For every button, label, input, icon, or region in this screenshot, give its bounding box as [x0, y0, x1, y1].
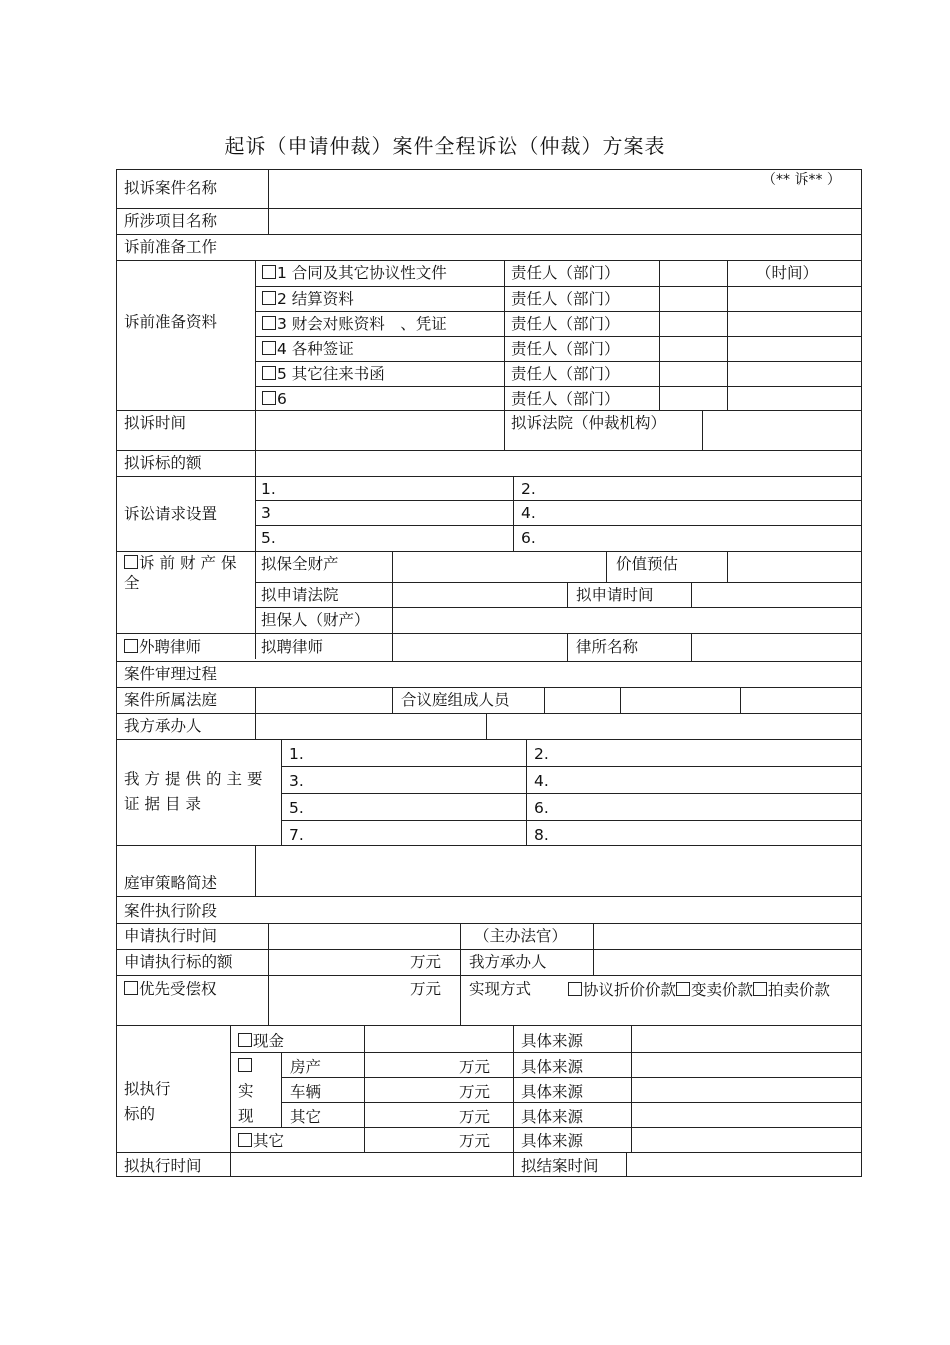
physical-option[interactable] — [238, 1056, 253, 1076]
asset-vehicle-unit: 万元 — [459, 1083, 491, 1101]
table-rule — [230, 1025, 231, 1177]
prep-item-3[interactable]: 3 财会对账资料 、凭证 — [262, 314, 447, 334]
claim-1: 1. — [261, 480, 276, 498]
table-rule — [504, 410, 505, 450]
table-rule — [727, 551, 728, 582]
handler-label: 我方承办人 — [124, 717, 202, 735]
table-rule — [392, 551, 393, 633]
table-rule — [116, 687, 862, 688]
asset-other-unit: 万元 — [459, 1108, 491, 1126]
table-rule — [116, 923, 862, 924]
table-rule — [281, 1077, 862, 1078]
table-rule — [255, 500, 862, 501]
table-rule — [281, 766, 862, 767]
evidence-6: 6. — [534, 799, 549, 817]
table-rule — [281, 1052, 282, 1127]
checkbox[interactable] — [262, 391, 276, 405]
table-rule — [526, 739, 527, 845]
claim-3: 3 — [261, 504, 271, 522]
claim-5: 5. — [261, 529, 276, 547]
priority-label[interactable]: 优先受偿权 — [124, 979, 217, 999]
table-rule — [116, 234, 862, 235]
method-label: 实现方式 — [469, 980, 532, 998]
table-rule — [255, 260, 256, 410]
physical-char-2: 现 — [238, 1107, 254, 1125]
table-rule — [255, 525, 862, 526]
priority-unit: 万元 — [410, 980, 442, 998]
prep-item-4-resp: 责任人（部门） — [511, 340, 620, 358]
section-prep: 诉前准备工作 — [124, 238, 218, 256]
table-rule — [255, 607, 862, 608]
hire-lawyer-label: 拟聘律师 — [261, 638, 324, 656]
preservation-label[interactable]: 诉前财产保全 — [124, 554, 242, 592]
prep-item-6-resp: 责任人（部门） — [511, 390, 620, 408]
panel-label: 合议庭组成人员 — [401, 691, 510, 709]
asset-house: 房产 — [290, 1058, 322, 1076]
asset-other: 其它 — [290, 1108, 322, 1126]
checkbox[interactable] — [262, 341, 276, 355]
prep-item-1[interactable]: 1 合同及其它协议性文件 — [262, 263, 447, 283]
table-rule — [255, 361, 862, 362]
filing-court-label: 拟诉法院（仲裁机构） — [511, 414, 667, 432]
tribunal-label: 案件所属法庭 — [124, 691, 218, 709]
table-rule — [116, 1176, 862, 1177]
table-rule — [567, 582, 568, 607]
plan-table — [116, 169, 862, 1177]
prep-item-5-resp: 责任人（部门） — [511, 365, 620, 383]
asset-house-unit: 万元 — [459, 1058, 491, 1076]
other-option[interactable]: 其它 — [238, 1131, 284, 1151]
preserve-time-label: 拟申请时间 — [576, 586, 654, 604]
asset-house-source: 具体来源 — [521, 1058, 584, 1076]
table-rule — [513, 1025, 514, 1177]
table-rule — [255, 845, 256, 896]
exec-target-label-2: 标的 — [124, 1105, 156, 1123]
table-rule — [691, 633, 692, 661]
table-rule — [116, 476, 862, 477]
table-rule — [281, 793, 862, 794]
table-rule — [116, 713, 862, 714]
checkbox[interactable] — [262, 291, 276, 305]
checkbox[interactable] — [124, 981, 138, 995]
table-rule — [620, 687, 621, 713]
table-rule — [116, 260, 862, 261]
project-name-label: 所涉项目名称 — [124, 212, 218, 230]
table-rule — [691, 582, 692, 607]
table-rule — [392, 687, 393, 713]
evidence-8: 8. — [534, 826, 549, 844]
table-rule — [606, 551, 607, 582]
table-rule — [281, 820, 862, 821]
prep-materials-label: 诉前准备资料 — [124, 313, 218, 331]
asset-other-source: 具体来源 — [521, 1108, 584, 1126]
checkbox[interactable] — [262, 316, 276, 330]
table-rule — [116, 975, 862, 976]
asset-vehicle: 车辆 — [290, 1083, 322, 1101]
evidence-7: 7. — [289, 826, 304, 844]
table-rule — [626, 1152, 627, 1177]
table-rule — [116, 633, 862, 634]
table-rule — [593, 923, 594, 975]
table-rule — [255, 386, 862, 387]
table-rule — [364, 1025, 365, 1152]
methods-options[interactable]: 协议折价价款 变卖价款 拍卖价款 — [568, 979, 858, 1002]
law-firm-label: 律所名称 — [576, 638, 639, 656]
table-rule — [567, 633, 568, 661]
prep-item-2-resp: 责任人（部门） — [511, 290, 620, 308]
other-source: 具体来源 — [521, 1132, 584, 1150]
prep-item-4[interactable]: 4 各种签证 — [262, 339, 354, 359]
table-rule — [116, 896, 862, 897]
table-rule — [116, 1025, 862, 1026]
table-rule — [702, 410, 703, 450]
table-rule — [255, 336, 862, 337]
checkbox[interactable] — [262, 265, 276, 279]
prep-item-5[interactable]: 5 其它往来书函 — [262, 364, 385, 384]
table-rule — [631, 1025, 632, 1152]
table-rule — [116, 551, 862, 552]
table-rule — [727, 260, 728, 410]
table-rule — [116, 208, 862, 209]
table-rule — [281, 739, 282, 845]
claim-amount-label: 拟诉标的额 — [124, 454, 202, 472]
checkbox[interactable] — [568, 982, 582, 996]
evidence-label: 我方提供的主要证据目录 — [124, 770, 268, 813]
table-rule — [740, 687, 741, 713]
table-rule — [255, 410, 256, 476]
prep-item-3-resp: 责任人（部门） — [511, 315, 620, 333]
filing-time-label: 拟诉时间 — [124, 414, 187, 432]
exec-target-label: 拟执行 — [124, 1080, 171, 1098]
case-name-note: （** 诉** ） — [762, 172, 841, 188]
table-rule — [255, 286, 862, 287]
evidence-1: 1. — [289, 745, 304, 763]
checkbox[interactable] — [238, 1033, 252, 1047]
evidence-4: 4. — [534, 772, 549, 790]
close-time-label: 拟结案时间 — [521, 1157, 599, 1175]
table-rule — [116, 845, 862, 846]
prep-item-6[interactable]: 6 — [262, 389, 287, 409]
table-rule — [255, 582, 862, 583]
preserve-court-label: 拟申请法院 — [261, 586, 339, 604]
claim-6: 6. — [521, 529, 536, 547]
table-rule — [255, 713, 256, 739]
table-rule — [255, 476, 256, 551]
cash-source-label: 具体来源 — [521, 1032, 584, 1050]
checkbox[interactable] — [238, 1133, 252, 1147]
page-title: 起诉（申请仲裁）案件全程诉讼（仲裁）方案表 — [224, 134, 666, 158]
exec-handler-label: 我方承办人 — [469, 953, 547, 971]
table-rule — [392, 633, 393, 661]
exec-plan-time-label: 拟执行时间 — [124, 1157, 202, 1175]
checkbox[interactable] — [676, 982, 690, 996]
table-rule — [659, 260, 660, 410]
table-rule — [116, 450, 862, 451]
section-exec: 案件执行阶段 — [124, 902, 218, 920]
prep-item-1-resp: 责任人（部门） — [511, 264, 620, 282]
table-rule — [230, 1127, 862, 1128]
checkbox[interactable] — [124, 555, 138, 569]
presiding-judge-label: （主办法官） — [474, 927, 568, 945]
table-rule — [116, 169, 862, 170]
table-rule — [116, 410, 862, 411]
table-rule — [255, 551, 256, 659]
table-rule — [116, 1152, 862, 1153]
checkbox[interactable] — [262, 366, 276, 380]
claim-4: 4. — [521, 504, 536, 522]
table-rule — [116, 661, 862, 662]
table-rule — [544, 687, 545, 713]
case-name-label: 拟诉案件名称 — [124, 179, 218, 197]
table-rule — [486, 713, 487, 739]
exec-time-label: 申请执行时间 — [124, 927, 218, 945]
table-rule — [460, 923, 461, 1025]
cash-option[interactable]: 现金 — [238, 1031, 284, 1051]
evidence-2: 2. — [534, 745, 549, 763]
evidence-3: 3. — [289, 772, 304, 790]
table-rule — [281, 1102, 862, 1103]
table-rule — [230, 1052, 862, 1053]
table-rule — [255, 687, 256, 713]
strategy-label: 庭审策略简述 — [124, 874, 218, 892]
guarantor-label: 担保人（财产） — [261, 611, 370, 629]
exec-amount-label: 申请执行标的额 — [124, 953, 233, 971]
checkbox[interactable] — [124, 639, 138, 653]
table-rule — [268, 923, 269, 1025]
section-trial: 案件审理过程 — [124, 665, 218, 683]
prep-time-header: （时间） — [756, 264, 819, 282]
checkbox[interactable] — [238, 1058, 252, 1072]
evidence-5: 5. — [289, 799, 304, 817]
table-rule — [513, 476, 514, 551]
table-rule — [116, 949, 862, 950]
prep-item-2[interactable]: 2 结算资料 — [262, 289, 354, 309]
preserve-property-label: 拟保全财产 — [261, 555, 339, 573]
table-rule — [504, 260, 505, 410]
exec-amount-unit: 万元 — [410, 953, 442, 971]
asset-vehicle-source: 具体来源 — [521, 1083, 584, 1101]
claim-2: 2. — [521, 480, 536, 498]
value-estimate-label: 价值预估 — [616, 555, 679, 573]
physical-char-1: 实 — [238, 1082, 254, 1100]
outside-lawyer-label[interactable]: 外聘律师 — [124, 637, 201, 657]
claims-label: 诉讼请求设置 — [124, 505, 218, 523]
table-rule — [255, 311, 862, 312]
table-rule — [116, 739, 862, 740]
checkbox[interactable] — [753, 982, 767, 996]
table-rule — [268, 169, 269, 234]
other-unit: 万元 — [459, 1132, 491, 1150]
